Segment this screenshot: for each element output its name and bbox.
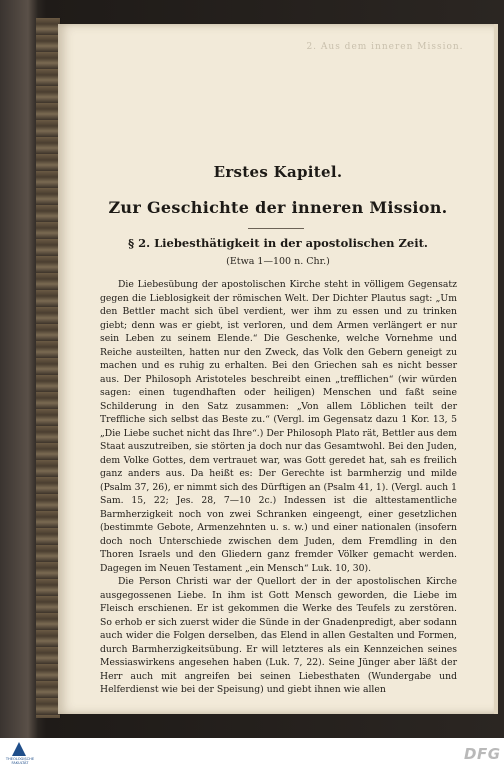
chapter-heading: Erstes Kapitel.	[213, 163, 343, 181]
viewer-footer	[0, 738, 504, 770]
part-title: Zur Geschichte der inneren Mission.	[108, 198, 448, 217]
institution-logo[interactable]	[4, 740, 34, 768]
bleed-through-header: 2. Aus dem inneren Mission.	[306, 42, 464, 52]
section-heading: § 2. Liebesthätigkeit in der apostolischen Zeit.	[128, 236, 428, 250]
body-text	[100, 278, 457, 697]
logo-text: THEOLOGISCHE FAKULTÄT	[5, 757, 35, 765]
divider-rule	[248, 228, 304, 229]
dfg-logo[interactable]: DFG	[464, 745, 501, 763]
paragraph: Die Liebesübung der apostolischen Kirche steht in völligem Gegensatz gegen die Lieblosigkeit der römischen Welt. Der Dichter Plautus sagt: „Um den Bettler macht sich übel verdient, wer ihm zu essen und zu trinken giebt; denn was er giebt, ist verloren, und dem Armen verlängert er nur sein Leben zu seinem Elende.“ Die Geschenke, welche Vornehme und Reiche austeilten, hatten nur den Zweck, das Volk den Gebern geneigt zu machen und es ruhig zu erhalten. Bei den Griechen sah es nicht besser aus. Der Philosoph Aristoteles beschreibt einen „trefflichen“ (wir würden sagen: einen tugendhaften oder heiligen) Menschen und faßt seine Schilderung in den Satz zusammen: „Von allem Löblichen teilt der Treffliche sich selbst das Beste zu.“ (Vergl. im Gegensatz dazu 1 Kor. 13, 5 „Die Liebe suchet nicht das Ihre“.) Der Philosoph Plato rät, Bettler aus dem Staat auszutreiben, sie störten ja doch nur das Gesamtwohl. Bei den Juden, dem Volke Gottes, dem vertrauet war, was Gott geredet hat, sah es freilich ganz anders aus. Da heißt es: Der Gerechte ist barmherzig und milde (Psalm 37, 26), er nimmt sich des Dürftigen an (Psalm 41, 1). (Vergl. auch 1 Sam. 15, 22; Jes. 28, 7—10 2c.) Indessen ist die alttestamentliche Barmherzigkeit noch von zwei Schranken eingeengt, einer gesetzlichen (bestimmte Gebote, Armenzehnten u. s. w.) und einer nationalen (insofern doch noch Unterschiede zwischen dem Juden, dem Fremdling in den Thoren Israels und den Gliedern ganz fremder Völker gemacht werden. Dagegen im Neuen Testament „ein Mensch“ Luk. 10, 30).	[100, 279, 457, 574]
logo-mark-icon	[12, 742, 26, 756]
section-era: (Etwa 1—100 n. Chr.)	[226, 256, 330, 267]
paragraph: Die Person Christi war der Quellort der in der apostolischen Kirche ausgegossenen Liebe. In ihm ist Gott Mensch geworden, die Liebe im Fleisch erschienen. Er ist gekommen die Werke des Teufels zu zerstören. So erhob er sich zuerst wider die Sünde in der Gnadenpredigt, aber sodann auch wider die Folgen derselben, das Elend in allen Gestalten und Formen, durch Barmherzigkeitsübung. Er will letzteres als ein Kennzeichen seines Messiaswirkens angesehen haben (Luk. 7, 22). Seine Jünger aber läßt der Herr auch mit angreifen bei seinen Liebesthaten (Wundergabe und Helferdienst wie bei der Speisung) und giebt ihnen wie allen	[100, 576, 457, 695]
